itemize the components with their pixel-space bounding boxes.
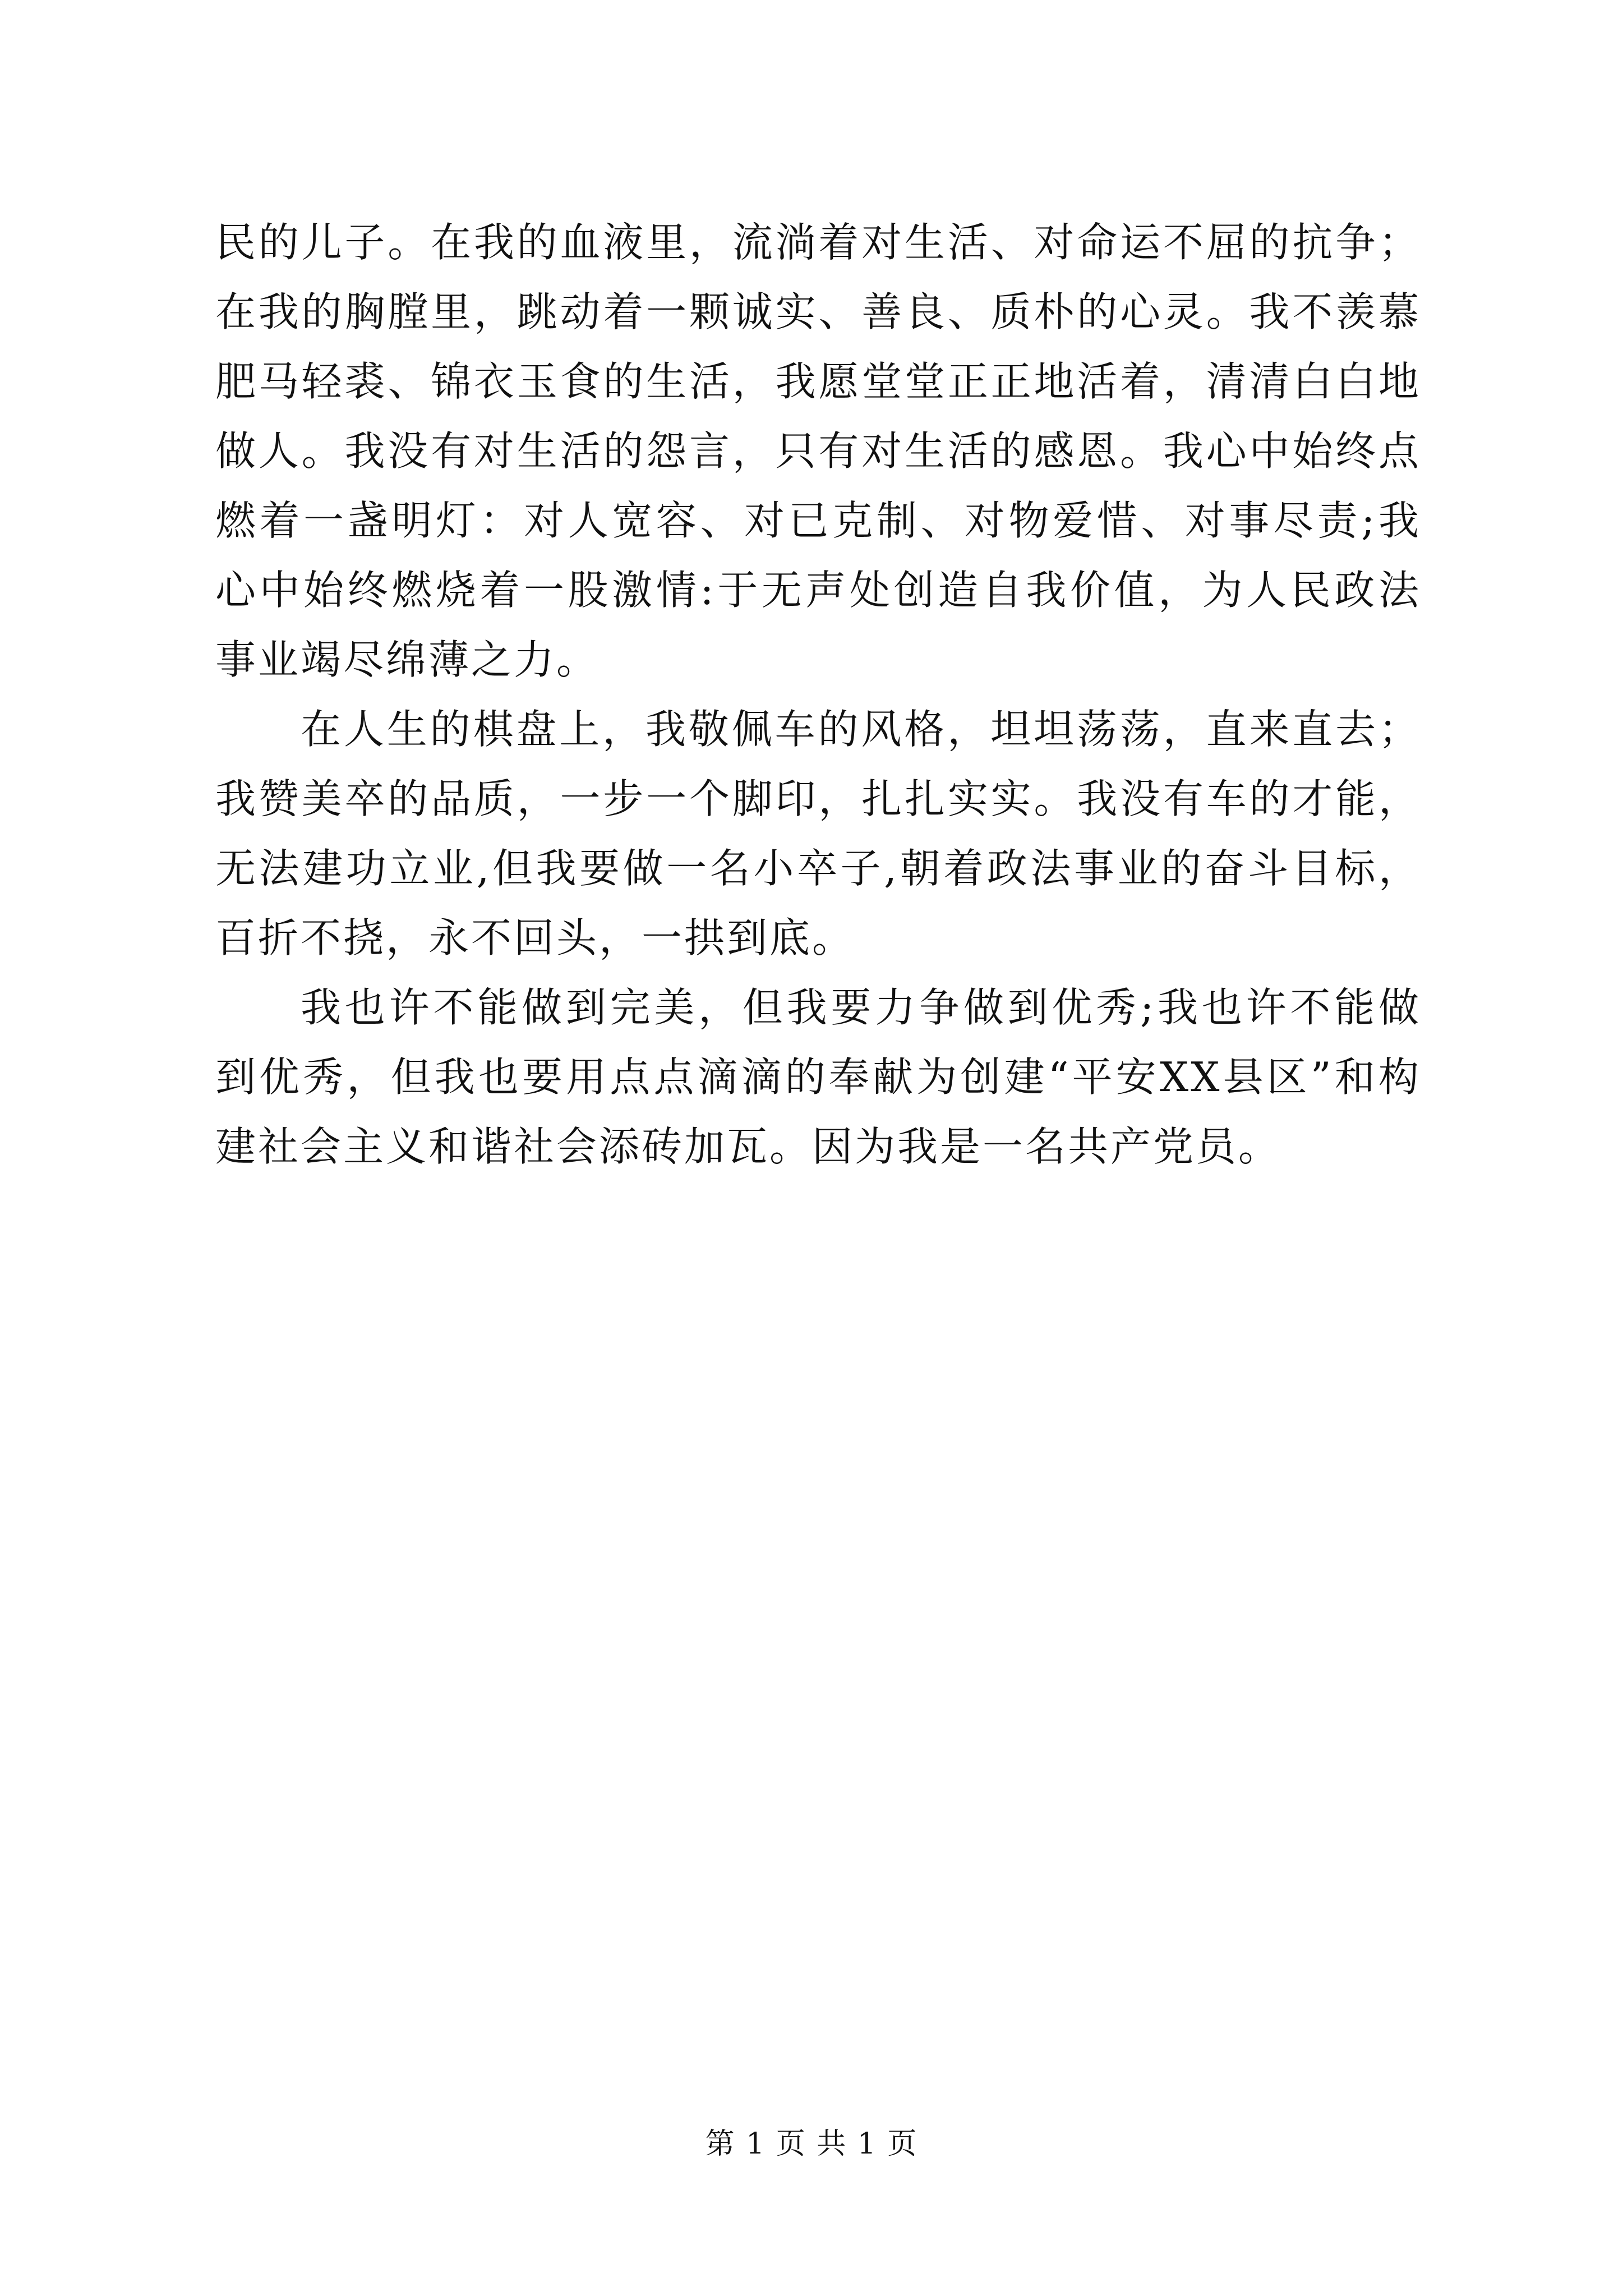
paragraph-chessboard: 在人生的棋盘上，我敬佩车的风格，坦坦荡荡，直来直去；我赞美卒的品质，一步一个脚印，扎扎实实。我没有车的才能，无法建功立业,但我要做一名小卒子,朝着政法事业的奋斗目标，百折不挠，永不回头，一拱到底。 [215,706,1421,961]
paragraph-continuation: 民的儿子。在我的血液里，流淌着对生活、对命运不屈的抗争；在我的胸膛里，跳动着一颗诚实、善良、质朴的心灵。我不羡慕肥马轻裘、锦衣玉食的生活，我愿堂堂正正地活着，清清白白地做人。我没有对生活的怨言，只有对生活的感恩。我心中始终点燃着一盏明灯：对人宽容、对已克制、对物爱惜、对事尽责;我心中始终燃烧着一股激情:于无声处创造自我价值，为人民政法事业竭尽绵薄之力。 [215,219,1421,683]
page-number-footer: 第 1 页 共 1 页 [705,2127,918,2161]
document-body [215,208,1421,1181]
paragraph-closing: 我也许不能做到完美，但我要力争做到优秀;我也许不能做到优秀，但我也要用点点滴滴的奉献为创建“平安XX县区”和构建社会主义和谐社会添砖加瓦。因为我是一名共产党员。 [215,984,1421,1170]
